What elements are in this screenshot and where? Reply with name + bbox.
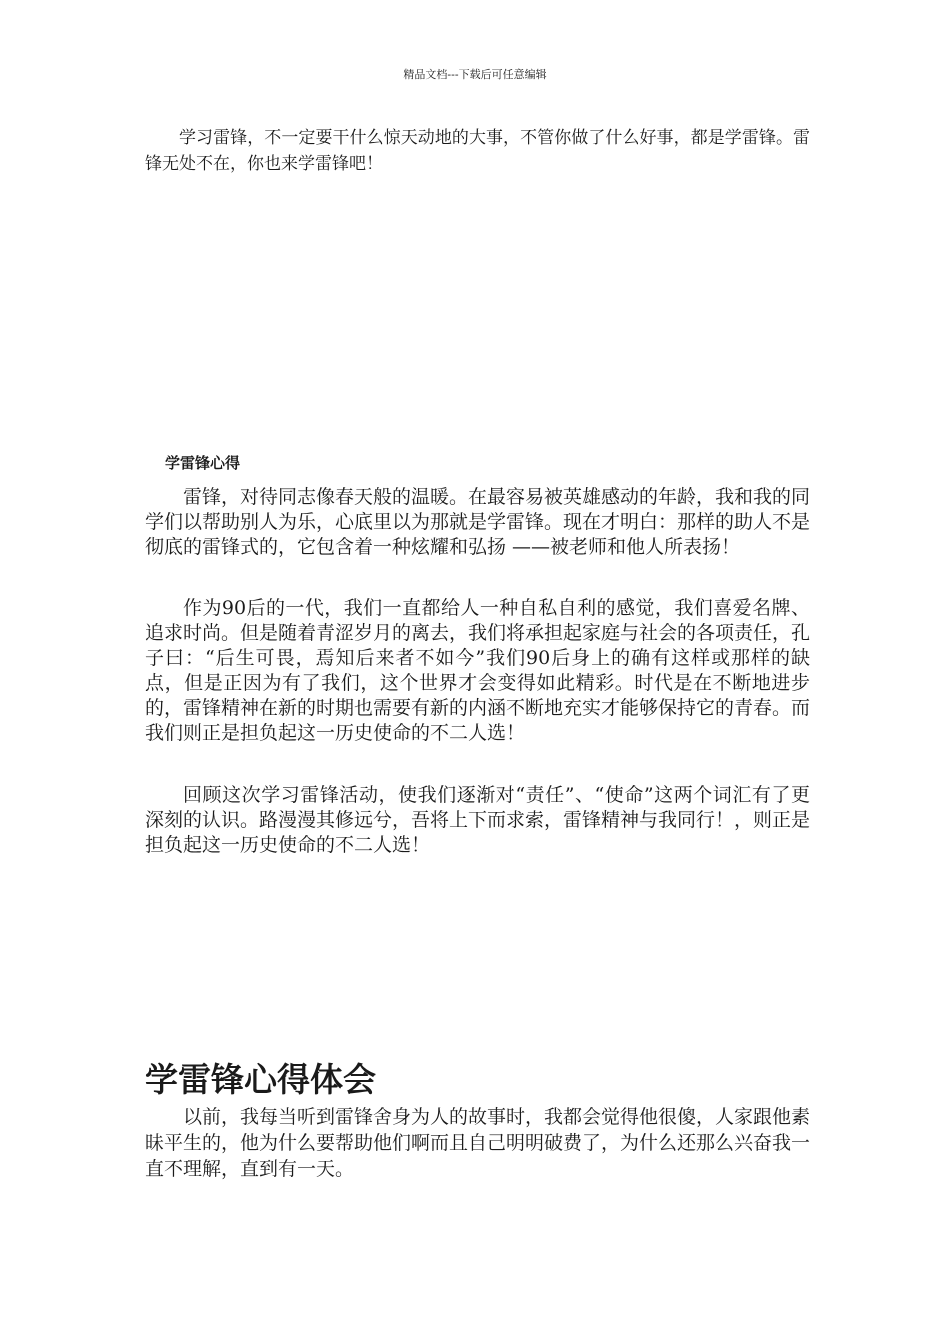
section-title-xuefeng-xinde: 学雷锋心得 xyxy=(165,454,241,472)
intro-paragraph: 学习雷锋，不一定要干什么惊天动地的大事，不管你做了什么好事，都是学雷锋。雷锋无处不在，你也来学雷锋吧！ xyxy=(145,128,810,174)
section1-paragraph-3: 回顾这次学习雷锋活动，使我们逐渐对“责任”、“使命”这两个词汇有了更深刻的认识。路漫漫其修远兮，吾将上下而求索，雷锋精神与我同行！，则正是担负起这一历史使命的不二人选！ xyxy=(145,784,811,856)
section1-paragraph-2: 作为90后的一代，我们一直都给人一种自私自利的感觉，我们喜爱名牌、追求时尚。但是随着青涩岁月的离去，我们将承担起家庭与社会的各项责任，孔子曰：“后生可畏，焉知后来者不如今”我们90后身上的确有这样或那样的缺点，但是正因为有了我们，这个世界才会变得如此精彩。时代是在不断地进步的，雷锋精神在新的时期也需要有新的内涵不断地充实才能够保持它的青春。而我们则正是担负起这一历史使命的不二人选！ xyxy=(145,597,811,744)
section2-paragraph-1: 以前，我每当听到雷锋舍身为人的故事时，我都会觉得他很傻，人家跟他素昧平生的，他为什么要帮助他们啊而且自己明明破费了，为什么还那么兴奋我一直不理解，直到有一天。 xyxy=(145,1106,811,1180)
section1-paragraph-1: 雷锋，对待同志像春天般的温暖。在最容易被英雄感动的年龄，我和我的同学们以帮助别人为乐，心底里以为那就是学雷锋。现在才明白：那样的助人不是彻底的雷锋式的，它包含着一种炫耀和弘扬 ——被老师和他人所表扬！ xyxy=(145,486,811,558)
section-title-xinde-tihui: 学雷锋心得体会 xyxy=(145,1060,376,1099)
page-header: 精品文档---下载后可任意编辑 xyxy=(403,68,547,81)
